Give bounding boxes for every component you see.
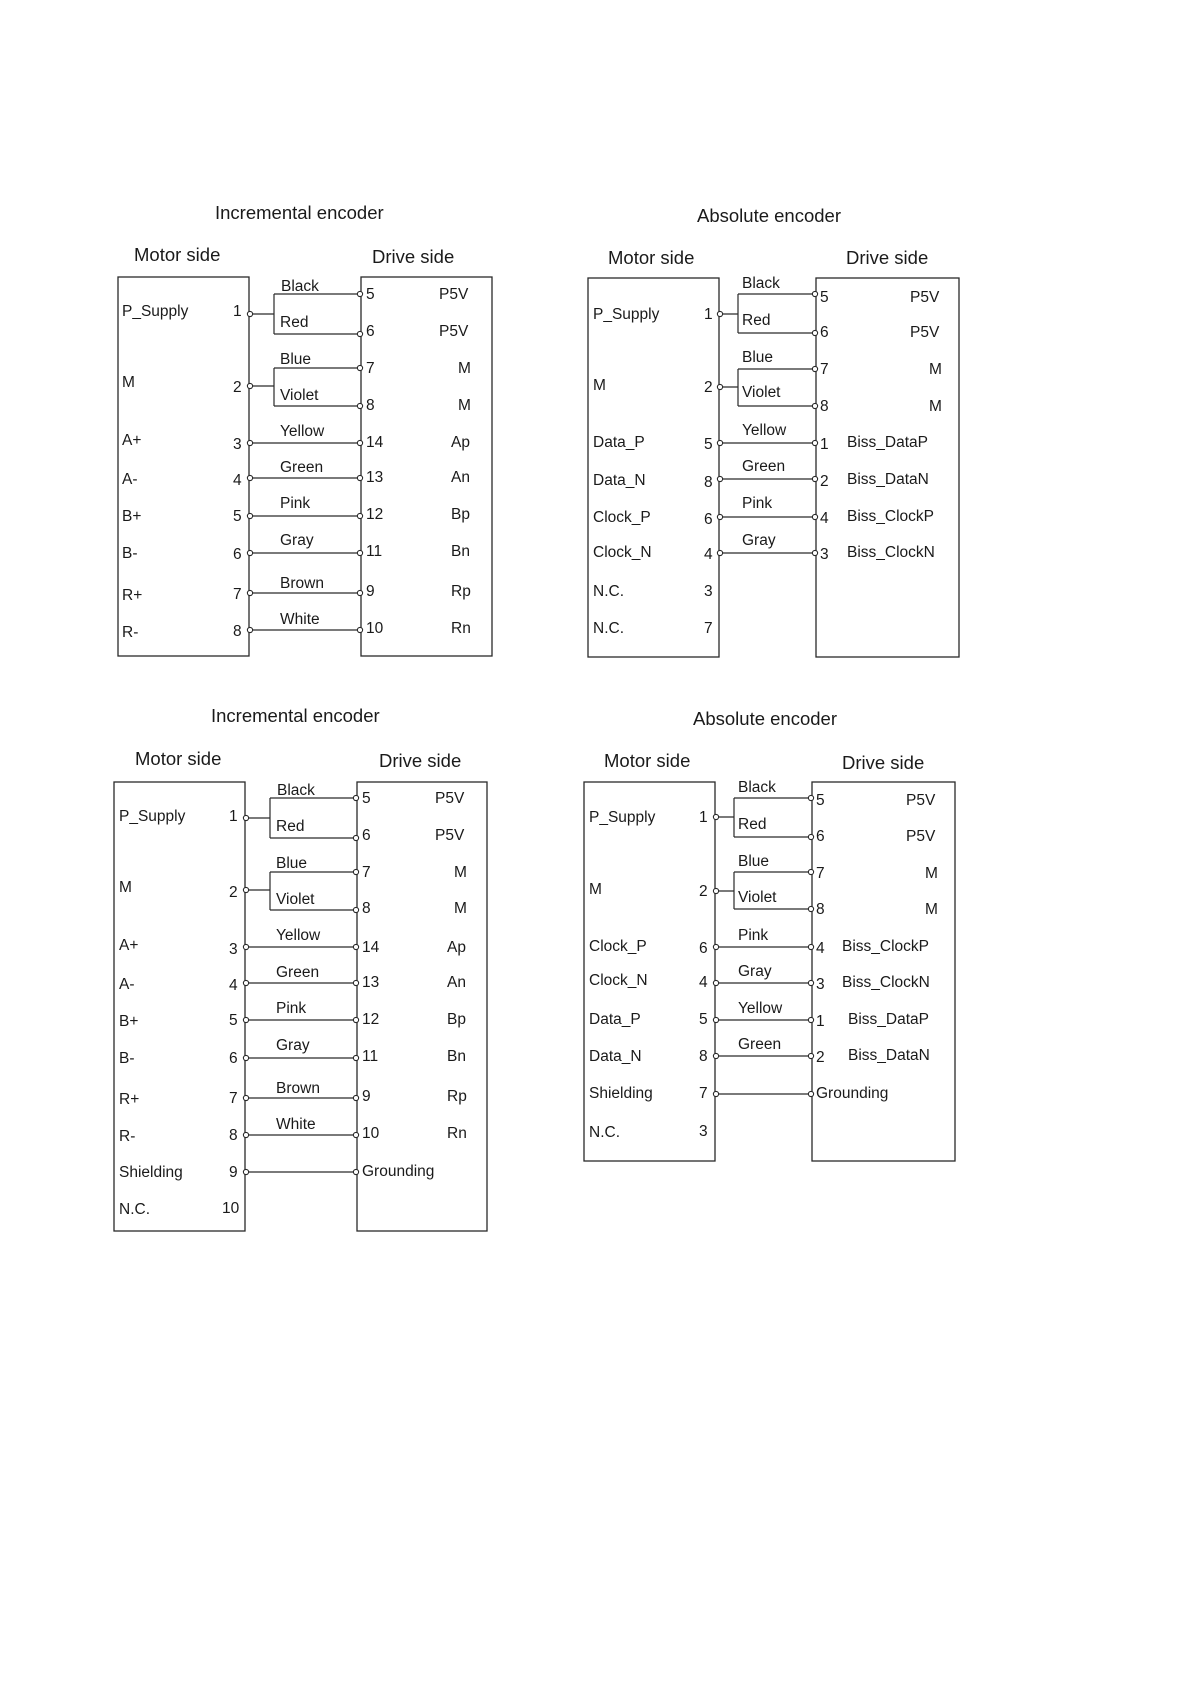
wire-color-label: Black [738,779,776,796]
drive-pin-number: 1 [820,436,829,453]
motor-pin-name: P_Supply [122,303,189,320]
motor-pin-number: 6 [233,546,242,563]
motor-pin-name: N.C. [593,583,624,600]
drive-side-header: Drive side [372,246,455,267]
drive-terminal [357,331,362,336]
drive-pin-name: An [447,974,466,991]
motor-pin-name: A+ [119,937,139,954]
motor-pin-name: B+ [119,1013,139,1030]
motor-terminal [247,475,252,480]
drive-pin-number: 13 [366,469,384,486]
motor-terminal [247,513,252,518]
wire-color-label: Green [738,1036,782,1053]
incremental-encoder-diagram-bottom [114,705,487,1231]
wire-color-label: Gray [280,532,314,549]
motor-pin-number: 8 [233,623,242,640]
motor-pin-number: 7 [233,586,242,603]
drive-pin-name: P5V [439,323,469,340]
drive-pin-name: M [925,901,938,918]
wire-color-label: Blue [276,855,308,872]
drive-pin-number: 6 [362,827,371,844]
motor-terminal [247,440,252,445]
drive-pin-name: Ap [447,939,466,956]
motor-pin-number: 9 [229,1164,238,1181]
drive-pin-number: 10 [362,1125,380,1142]
motor-pin-name: Shielding [589,1085,653,1102]
motor-pin-number: 3 [699,1123,708,1140]
drive-pin-name: M [454,864,467,881]
drive-pin-name: Bp [451,506,470,523]
drive-pin-name: Biss_ClockP [847,508,934,525]
drive-pin-number: 9 [366,583,375,600]
drive-pin-number: 8 [816,901,825,918]
motor-terminal [247,550,252,555]
motor-terminal [717,384,722,389]
drive-pin-name: P5V [435,827,465,844]
drive-terminal [812,550,817,555]
motor-pin-number: 7 [229,1090,238,1107]
drive-terminal [812,476,817,481]
drive-pin-name: Biss_DataN [847,471,929,488]
drive-terminal [357,291,362,296]
drive-pin-number: 4 [816,940,825,957]
drive-pin-name: Rn [451,620,471,637]
motor-pin-name: B- [122,545,138,562]
drive-terminal [353,1132,358,1137]
drive-pin-number: 4 [820,510,829,527]
motor-pin-number: 3 [704,583,713,600]
motor-terminal [713,944,718,949]
motor-pin-number: 6 [704,511,713,528]
drive-terminal [812,366,817,371]
drive-pin-name: M [458,360,471,377]
motor-terminal [243,1169,248,1174]
motor-pin-number: 4 [699,974,708,991]
motor-terminal [713,980,718,985]
wire-color-label: Pink [276,1000,307,1017]
drive-terminal [353,1169,358,1174]
wire-color-label: Green [280,459,324,476]
motor-terminal [243,1132,248,1137]
wire-color-label: White [280,611,320,628]
drive-terminal [808,906,813,911]
drive-terminal [812,330,817,335]
motor-pin-name: A+ [122,432,142,449]
drive-terminal [808,1053,813,1058]
drive-pin-number: 13 [362,974,380,991]
wire-color-label: Red [280,314,309,331]
drive-pin-number: 8 [366,397,375,414]
wire-color-label: Blue [280,351,312,368]
wire-color-label: Yellow [280,423,325,440]
motor-pin-number: 10 [222,1200,240,1217]
drive-pin-name: Bp [447,1011,466,1028]
drive-pin-name: Grounding [362,1163,435,1180]
drive-pin-name: Biss_ClockP [842,938,929,955]
motor-pin-name: A- [119,976,135,993]
drive-pin-number: 12 [366,506,384,523]
drive-pin-name: Biss_DataP [848,1011,929,1028]
motor-pin-number: 1 [704,306,713,323]
drive-terminal [353,795,358,800]
motor-pin-name: Data_N [589,1048,642,1065]
drive-terminal [357,513,362,518]
drive-pin-name: M [929,361,942,378]
motor-pin-name: P_Supply [589,809,656,826]
motor-pin-number: 1 [699,809,708,826]
motor-terminal [717,476,722,481]
drive-pin-name: Grounding [816,1085,889,1102]
drive-pin-number: 1 [816,1013,825,1030]
motor-terminal [717,514,722,519]
drive-pin-name: An [451,469,470,486]
drive-pin-name: P5V [439,286,469,303]
drive-pin-name: Rp [451,583,471,600]
motor-pin-name: N.C. [589,1124,620,1141]
drive-terminal [357,550,362,555]
motor-terminal [243,1095,248,1100]
motor-pin-number: 2 [229,884,238,901]
wire-color-label: Black [742,275,780,292]
motor-pin-number: 4 [233,472,242,489]
motor-pin-number: 6 [699,940,708,957]
motor-terminal [247,590,252,595]
motor-terminal [243,815,248,820]
drive-pin-number: 5 [820,289,829,306]
drive-pin-number: 2 [820,473,829,490]
diagram-title: Incremental encoder [211,705,380,726]
motor-pin-name: A- [122,471,138,488]
drive-terminal [357,590,362,595]
wire-color-label: Yellow [738,1000,783,1017]
motor-pin-name: R+ [119,1091,140,1108]
drive-pin-number: 7 [816,865,825,882]
drive-pin-name: M [925,865,938,882]
motor-pin-name: M [593,377,606,394]
diagram-title: Incremental encoder [215,202,384,223]
drive-pin-number: 5 [816,792,825,809]
motor-terminal [247,383,252,388]
drive-pin-number: 7 [362,864,371,881]
wire-color-label: Blue [742,349,774,366]
drive-pin-number: 7 [366,360,375,377]
motor-terminal [717,311,722,316]
drive-terminal [357,403,362,408]
wire-color-label: Blue [738,853,770,870]
diagram-title: Absolute encoder [693,708,837,729]
wire-color-label: White [276,1116,316,1133]
motor-terminal [713,1053,718,1058]
absolute-encoder-diagram-top [588,205,959,657]
motor-connector-box [588,278,719,657]
motor-pin-number: 4 [704,546,713,563]
drive-pin-name: P5V [910,289,940,306]
wire-color-label: Violet [742,384,781,401]
drive-pin-number: 11 [366,543,383,560]
drive-connector-box [361,277,492,656]
diagram-title: Absolute encoder [697,205,841,226]
wire-color-label: Black [281,278,319,295]
motor-pin-name: N.C. [119,1201,150,1218]
motor-side-header: Motor side [135,748,222,769]
drive-terminal [353,835,358,840]
drive-pin-name: Biss_DataP [847,434,928,451]
drive-pin-number: 8 [820,398,829,415]
motor-terminal [713,1017,718,1022]
drive-pin-name: P5V [435,790,465,807]
drive-terminal [357,365,362,370]
wire-color-label: Violet [276,891,315,908]
motor-pin-number: 7 [699,1085,708,1102]
wire-color-label: Pink [280,495,311,512]
motor-pin-number: 8 [704,474,713,491]
motor-side-header: Motor side [604,750,691,771]
wire-color-label: Violet [280,387,319,404]
drive-pin-number: 10 [366,620,384,637]
drive-pin-name: Rp [447,1088,467,1105]
drive-pin-name: M [929,398,942,415]
drive-pin-name: Ap [451,434,470,451]
motor-pin-name: Clock_N [589,972,648,989]
motor-terminal [247,311,252,316]
motor-pin-number: 4 [229,977,238,994]
drive-terminal [353,907,358,912]
drive-terminal [808,869,813,874]
motor-pin-name: B- [119,1050,135,1067]
drive-pin-number: 6 [366,323,375,340]
drive-pin-name: Rn [447,1125,467,1142]
wire-color-label: Gray [738,963,772,980]
drive-pin-name: M [454,900,467,917]
motor-terminal [247,627,252,632]
drive-terminal [353,980,358,985]
drive-pin-name: M [458,397,471,414]
motor-side-header: Motor side [608,247,695,268]
motor-terminal [243,1017,248,1022]
motor-pin-name: R+ [122,587,143,604]
motor-pin-name: M [589,881,602,898]
wire-color-label: Red [738,816,767,833]
drive-pin-number: 14 [362,939,380,956]
motor-pin-name: N.C. [593,620,624,637]
motor-terminal [713,888,718,893]
drive-pin-name: P5V [910,324,940,341]
drive-terminal [812,291,817,296]
motor-terminal [243,980,248,985]
wire-color-label: Pink [738,927,769,944]
motor-pin-name: P_Supply [593,306,660,323]
drive-pin-name: Biss_ClockN [842,974,930,991]
motor-pin-number: 1 [233,303,242,320]
motor-terminal [243,887,248,892]
drive-terminal [808,944,813,949]
drive-pin-number: 3 [816,976,825,993]
wire-color-label: Yellow [742,422,787,439]
wire-color-label: Brown [276,1080,320,1097]
motor-pin-number: 5 [699,1011,708,1028]
motor-pin-number: 3 [229,941,238,958]
incremental-encoder-diagram-top [118,202,492,656]
drive-terminal [353,1017,358,1022]
drive-pin-number: 2 [816,1049,825,1066]
motor-terminal [717,440,722,445]
drive-terminal [808,1091,813,1096]
wire-color-label: Green [276,964,320,981]
drive-terminal [812,440,817,445]
drive-pin-number: 5 [362,790,371,807]
motor-pin-name: Data_P [589,1011,641,1028]
wire-color-label: Red [742,312,771,329]
motor-pin-name: M [122,374,135,391]
motor-terminal [243,1055,248,1060]
wire-color-label: Green [742,458,786,475]
drive-terminal [353,944,358,949]
drive-pin-number: 6 [820,324,829,341]
drive-terminal [357,440,362,445]
motor-pin-name: Shielding [119,1164,183,1181]
motor-pin-number: 8 [699,1048,708,1065]
motor-pin-number: 2 [233,379,242,396]
drive-terminal [357,475,362,480]
drive-pin-number: 12 [362,1011,380,1028]
motor-pin-number: 5 [229,1012,238,1029]
drive-pin-number: 11 [362,1048,379,1065]
drive-side-header: Drive side [379,750,462,771]
motor-pin-number: 1 [229,808,238,825]
motor-pin-number: 8 [229,1127,238,1144]
motor-pin-name: Clock_P [589,938,647,955]
motor-terminal [713,814,718,819]
drive-terminal [808,834,813,839]
motor-pin-name: Data_P [593,434,645,451]
drive-pin-number: 14 [366,434,384,451]
drive-pin-name: Biss_ClockN [847,544,935,561]
drive-pin-number: 7 [820,361,829,378]
drive-terminal [812,403,817,408]
drive-pin-name: Bn [447,1048,466,1065]
motor-pin-number: 5 [704,436,713,453]
wire-color-label: Pink [742,495,773,512]
wire-color-label: Gray [276,1037,310,1054]
wire-color-label: Black [277,782,315,799]
drive-side-header: Drive side [842,752,925,773]
drive-terminal [808,795,813,800]
drive-terminal [812,514,817,519]
motor-pin-name: M [119,879,132,896]
drive-pin-number: 3 [820,546,829,563]
drive-terminal [808,980,813,985]
motor-pin-name: P_Supply [119,808,186,825]
motor-pin-number: 2 [699,883,708,900]
wire-color-label: Red [276,818,305,835]
motor-pin-number: 5 [233,508,242,525]
motor-pin-number: 6 [229,1050,238,1067]
drive-terminal [353,1055,358,1060]
wire-color-label: Yellow [276,927,321,944]
drive-pin-name: P5V [906,828,936,845]
motor-terminal [243,944,248,949]
absolute-encoder-diagram-bottom [584,708,955,1161]
motor-pin-number: 2 [704,379,713,396]
motor-terminal [717,550,722,555]
motor-pin-name: R- [119,1128,136,1145]
drive-terminal [808,1017,813,1022]
drive-terminal [357,627,362,632]
drive-pin-name: P5V [906,792,936,809]
motor-pin-number: 3 [233,436,242,453]
drive-terminal [353,1095,358,1100]
wire-color-label: Violet [738,889,777,906]
motor-pin-name: B+ [122,508,142,525]
motor-terminal [713,1091,718,1096]
motor-pin-number: 7 [704,620,713,637]
drive-pin-number: 6 [816,828,825,845]
motor-pin-name: Clock_P [593,509,651,526]
drive-pin-number: 5 [366,286,375,303]
wire-color-label: Brown [280,575,324,592]
wire-color-label: Gray [742,532,776,549]
drive-pin-number: 9 [362,1088,371,1105]
motor-pin-name: Clock_N [593,544,652,561]
drive-side-header: Drive side [846,247,929,268]
motor-pin-name: Data_N [593,472,646,489]
drive-terminal [353,869,358,874]
drive-pin-number: 8 [362,900,371,917]
drive-pin-name: Bn [451,543,470,560]
drive-pin-name: Biss_DataN [848,1047,930,1064]
motor-side-header: Motor side [134,244,221,265]
motor-pin-name: R- [122,624,139,641]
